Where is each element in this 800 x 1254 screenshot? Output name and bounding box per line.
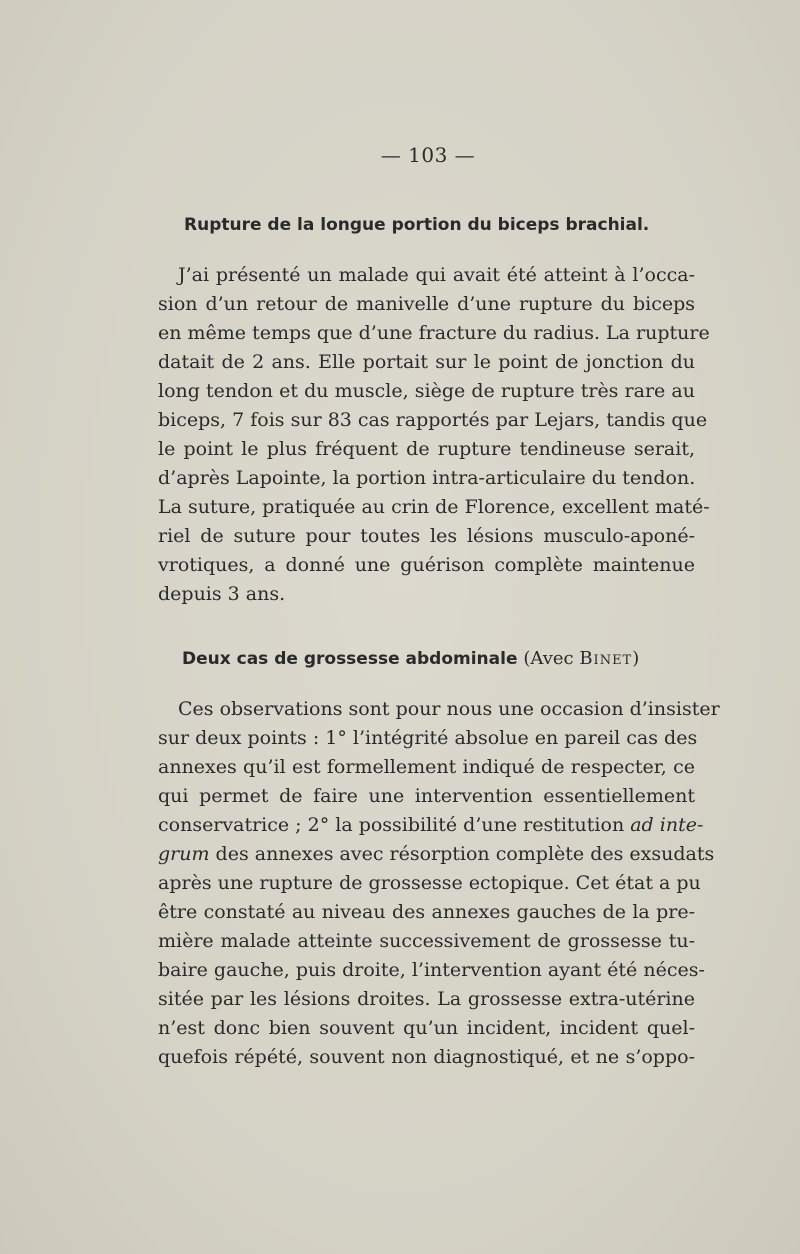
text-line: vrotiques, a donné une guérison complète maintenue xyxy=(158,554,695,576)
text-line: annexes qu’il est formellement indiqué de respecter, ce xyxy=(158,756,695,778)
text-line: après une rupture de grossesse ectopique. Cet état a pu xyxy=(158,872,701,894)
text-line: sur deux points : 1° l’intégrité absolue en pareil cas des xyxy=(158,727,698,749)
text-line: sion d’un retour de manivelle d’une rupture du biceps xyxy=(158,293,695,315)
text-line: être constaté au niveau des annexes gauches de la pre- xyxy=(158,901,695,923)
text-line: La suture, pratiquée au crin de Florence, excellent maté- xyxy=(158,496,710,518)
text-line: conservatrice ; 2° la possibilité d’une restitution ad inte- xyxy=(158,814,704,836)
heading-main: Deux cas de grossesse abdominale xyxy=(182,649,518,669)
text-line: riel de suture pour toutes les lésions musculo-aponé- xyxy=(158,525,695,547)
heading-coauthor: (Avec Binet) xyxy=(523,648,640,669)
text-line: n’est donc bien souvent qu’un incident, incident quel- xyxy=(158,1017,695,1039)
text-line: qui permet de faire une intervention essentiellement xyxy=(158,785,695,807)
text-line: J’ai présenté un malade qui avait été atteint à l’occa- xyxy=(178,264,695,286)
paragraph-grossesse xyxy=(158,695,720,1072)
text-line: depuis 3 ans. xyxy=(158,583,286,605)
text-line: grum des annexes avec résorption complète des exsudats xyxy=(158,843,715,865)
text-line: le point le plus fréquent de rupture tendineuse serait, xyxy=(158,438,695,460)
text-line: biceps, 7 fois sur 83 cas rapportés par Lejars, tandis que xyxy=(158,409,708,431)
text-line: sitée par les lésions droites. La grossesse extra-utérine xyxy=(158,988,695,1010)
text-line: quefois répété, souvent non diagnostiqué, et ne s’oppo- xyxy=(158,1046,695,1068)
section-heading-biceps: Rupture de la longue portion du biceps brachial. xyxy=(184,215,650,235)
text-line: baire gauche, puis droite, l’intervention ayant été néces- xyxy=(158,959,705,981)
text-line: d’après Lapointe, la portion intra-articulaire du tendon. xyxy=(158,467,696,489)
paragraph-biceps xyxy=(158,261,710,609)
text-line: mière malade atteinte successivement de grossesse tu- xyxy=(158,930,695,952)
text-line: long tendon et du muscle, siège de rupture très rare au xyxy=(158,380,695,402)
page-number: — 103 — xyxy=(380,143,476,167)
text-line: en même temps que d’une fracture du radius. La rupture xyxy=(158,322,710,344)
section-heading-grossesse xyxy=(182,648,682,669)
text-line: datait de 2 ans. Elle portait sur le point de jonction du xyxy=(158,351,695,373)
text-line: Ces observations sont pour nous une occasion d’insister xyxy=(178,698,720,720)
